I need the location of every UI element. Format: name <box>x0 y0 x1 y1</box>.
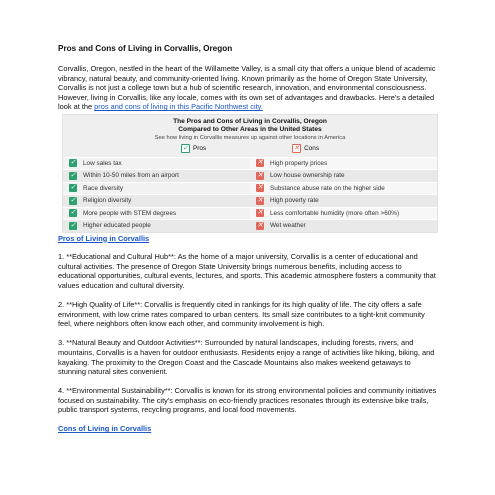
pros-row <box>63 169 250 182</box>
cons-row <box>250 182 437 195</box>
article <box>58 44 440 434</box>
cons-column <box>250 157 437 232</box>
pros-item-heading: 2. **High Quality of Life**: <box>58 300 143 310</box>
pros-row <box>63 194 250 207</box>
cons-row <box>250 207 437 220</box>
pros-row-label: Race diversity <box>83 184 124 192</box>
x-icon: ✕ <box>257 171 263 179</box>
pros-cons-link[interactable]: pros and cons of living in this Pacific Northwest city. <box>94 102 263 112</box>
intro-text: Corvallis, Oregon, nestled in the heart of the Willamette Valley, is a small city that offers a unique blend of academic vibrancy, natural beauty, and community-oriented living. Known primarily as the home of Oregon State University, Corvallis is not just a college town but a hub of scientific research, innovation, and environmental consciousness. However, living in Corvallis, like any locale, comes with its own set of advantages and drawbacks. Here's a detailed look at the <box>58 64 436 112</box>
pros-list <box>58 252 440 415</box>
pros-section-link[interactable]: Pros of Living in Corvallis <box>58 233 150 243</box>
pros-row <box>63 219 250 232</box>
cons-section-link[interactable]: Cons of Living in Corvallis <box>58 424 152 434</box>
table-body <box>63 157 437 232</box>
pros-cons-table <box>62 114 438 233</box>
x-icon: ✕ <box>293 144 300 152</box>
pros-list-item <box>58 386 440 415</box>
cons-row <box>250 194 437 207</box>
table-title-line1: The Pros and Cons of Living in Corvallis, Oregon <box>173 117 327 125</box>
pros-list-item <box>58 252 440 290</box>
check-icon: ✓ <box>70 171 76 179</box>
legend-cons-label: Cons <box>304 144 320 152</box>
cons-row <box>250 219 437 232</box>
pros-list-item <box>58 300 440 329</box>
check-icon: ✓ <box>70 159 76 167</box>
cons-row <box>250 169 437 182</box>
pros-item-text: As the home of a major university, Corvallis is a center of educational and cultural activities. The presence of Oregon State University brings numerous benefits, including access to educational opportunities, cultural events, lectures, and sports. This academic atmosphere fosters a community that values education and cultural diversity. <box>58 252 436 290</box>
legend-pros-label: Pros <box>192 144 207 152</box>
cons-row-label: Low house ownership rate <box>270 172 345 180</box>
pros-column <box>63 157 250 232</box>
table-title-line2: Compared to Other Areas in the United States <box>178 125 322 133</box>
legend-cons <box>292 144 319 154</box>
intro-paragraph <box>58 64 440 112</box>
cons-row <box>250 157 437 170</box>
check-icon: ✓ <box>70 196 76 204</box>
x-icon: ✕ <box>257 196 263 204</box>
pros-row <box>63 157 250 170</box>
pros-row-label: Religion diversity <box>83 197 132 205</box>
x-icon: ✕ <box>257 221 263 229</box>
x-icon: ✕ <box>257 209 263 217</box>
check-icon: ✓ <box>70 209 76 217</box>
cons-row-label: Substance abuse rate on the higher side <box>270 184 385 192</box>
page-title: Pros and Cons of Living in Corvallis, Oregon <box>58 44 233 53</box>
pros-item-heading: 1. **Educational and Cultural Hub**: <box>58 252 176 262</box>
check-icon: ✓ <box>182 144 189 152</box>
table-legend <box>63 142 437 157</box>
pros-row-label: Low sales tax <box>83 159 122 167</box>
pros-item-text: Corvallis is known for its strong environmental policies and community initiatives focused on sustainability. The city's emphasis on eco-friendly practices resonates through its extensive bike trails, public transport systems, recycling programs, and local food movements. <box>58 386 437 415</box>
pros-row-label: Within 10-50 miles from an airport <box>83 172 179 180</box>
cons-row-label: High poverty rate <box>270 197 319 205</box>
check-icon: ✓ <box>70 221 76 229</box>
pros-row-label: Higher educated people <box>83 222 151 230</box>
pros-item-heading: 4. **Environmental Sustainability**: <box>58 386 173 396</box>
legend-pros <box>181 144 206 154</box>
x-icon: ✕ <box>257 159 263 167</box>
table-subtitle: See how living in Corvallis measures up against other locations in America <box>154 134 346 141</box>
cons-row-label: Wet weather <box>270 222 306 230</box>
cons-row-label: Less comfortable humidity (more often >60%) <box>270 209 400 217</box>
pros-row <box>63 207 250 220</box>
pros-row-label: More people with STEM degrees <box>83 209 177 217</box>
pros-item-text: Corvallis is frequently cited in rankings for its high quality of life. The city offers a safe environment, with low crime rates compared to urban centers. Its small size contributes to a tight-knit community feel, where neighbors often know each other, and community involvement is high. <box>58 300 425 329</box>
pros-list-item <box>58 338 440 376</box>
pros-item-heading: 3. **Natural Beauty and Outdoor Activities**: <box>58 338 203 348</box>
pros-row <box>63 182 250 195</box>
cons-row-label: High property prices <box>270 159 328 167</box>
check-icon: ✓ <box>70 184 76 192</box>
table-header <box>63 115 437 157</box>
x-icon: ✕ <box>257 184 263 192</box>
pros-item-text: Surrounded by natural landscapes, including forests, rivers, and mountains, Corvallis is a haven for outdoor enthusiasts. Residents enjoy a range of activities like hiking, biking, and kayaking. The proximity to the Oregon Coast and the Cascade Mountains also makes weekend getaways to stunning natural sites convenient. <box>58 338 435 377</box>
